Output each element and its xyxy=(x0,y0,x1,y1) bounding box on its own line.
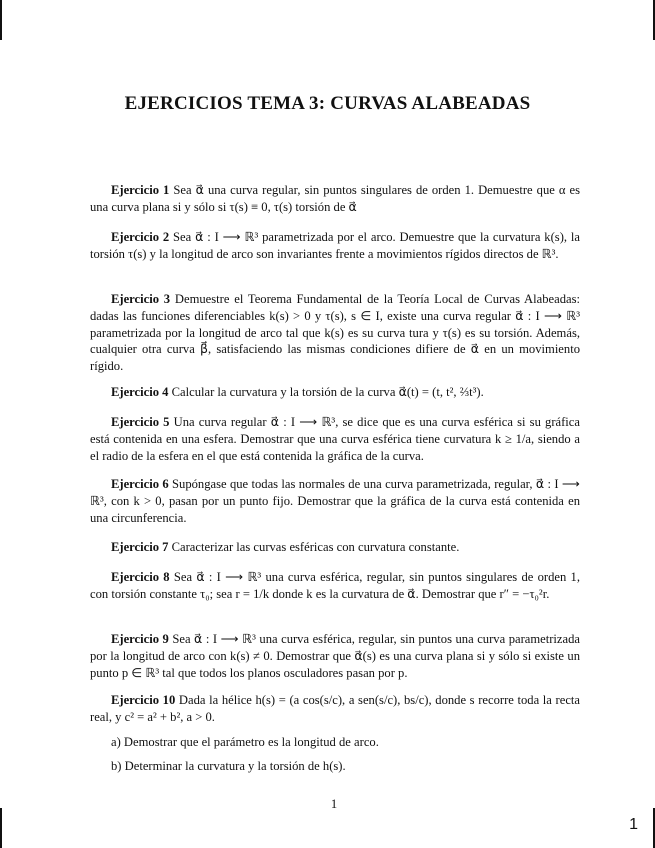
exercise-label: Ejercicio 6 xyxy=(111,477,169,491)
exercise-text: Sea α⃗ : I ⟶ ℝ³ parametrizada por el arco. Demuestre que la curvatura k(s), la torsión τ(s) y la longitud de arco son invariantes frente a movimientos rígidos directos de ℝ³. xyxy=(90,230,580,261)
viewer-page-number: 1 xyxy=(629,816,638,833)
exercise-3 xyxy=(90,291,580,375)
crop-mark-top-left-h xyxy=(0,0,2,2)
exercise-label: Ejercicio 9 xyxy=(111,632,169,646)
exercise-text: Sea α⃗ : I ⟶ ℝ³ una curva esférica, regular, sin puntos una curva parametrizada por la longitud de arco con k(s) ≠ 0. Demostrar que α⃗(s) es una curva plana si y sólo si existe un punto p ∈ ℝ³ tal que todos los planos osculadores pasan por p. xyxy=(90,632,581,680)
exercise-text: Calcular la curvatura y la torsión de la curva α⃗(t) = (t, t², ⅔t³). xyxy=(171,385,484,399)
exercise-10 xyxy=(90,692,580,726)
exercise-4 xyxy=(90,384,580,401)
exercise-text: Caracterizar las curvas esféricas con curvatura constante. xyxy=(171,540,460,554)
exercise-label: Ejercicio 2 xyxy=(111,230,170,244)
exercise-label: Ejercicio 1 xyxy=(111,183,170,197)
exercise-label: Ejercicio 4 xyxy=(111,385,169,399)
exercise-7 xyxy=(90,539,580,556)
exercise-1 xyxy=(90,182,580,216)
exercise-label: Ejercicio 3 xyxy=(111,292,171,306)
exercise-6 xyxy=(90,476,580,526)
exercise-text: Supóngase que todas las normales de una curva parametrizada, regular, α⃗ : I ⟶ ℝ³, con k > 0, pasan por un punto fijo. Demostrar que la gráfica de la curva está contenida en una circunferencia. xyxy=(90,477,580,525)
exercise-label: Ejercicio 10 xyxy=(111,693,176,707)
exercise-label: Ejercicio 5 xyxy=(111,415,170,429)
exercise-text: Sea α⃗ una curva regular, sin puntos singulares de orden 1. Demuestre que α es una curva plana si y sólo si τ(s) ≡ 0, τ(s) torsión de α⃗ xyxy=(90,183,581,214)
exercise-8 xyxy=(90,569,580,603)
page-number: 1 xyxy=(330,797,338,811)
exercise-label: Ejercicio 8 xyxy=(111,570,170,584)
subitem-a: a) Demostrar que el parámetro es la longitud de arco. xyxy=(111,735,379,749)
exercise-text: Demuestre el Teorema Fundamental de la Teoría Local de Curvas Alabeadas: dadas las funciones diferenciables k(s) > 0 y τ(s), s ∈ I, existe una curva regular α⃗ : I ⟶ ℝ³ parametrizada por la longitud de arco tal que k(s) es su curva tura y τ(s) es su torsión. Además, cualquier otra curva β⃗, satisfaciendo las mismas condiciones difiere de α⃗ en un movimiento rígido. xyxy=(90,292,581,374)
subitem-b: b) Determinar la curvatura y la torsión de h(s). xyxy=(111,759,346,773)
exercise-text: Dada la hélice h(s) = (a cos(s/c), a sen(s/c), bs/c), donde s recorre toda la recta real, y c² = a² + b², a > 0. xyxy=(90,693,580,724)
exercise-5 xyxy=(90,414,580,464)
exercise-text: Una curva regular α⃗ : I ⟶ ℝ³, se dice que es una curva esférica si su gráfica está contenida en una esfera. Demostrar que una curva esférica tiene curvatura k ≥ 1/a, siendo a el radio de la esfera en el que está contenida la gráfica de la curva. xyxy=(90,415,580,463)
exercise-text: Sea α⃗ : I ⟶ ℝ³ una curva esférica, regular, sin puntos singulares de orden 1, con torsión constante τ₀; sea r = 1/k donde k es la curvatura de α⃗. Demostrar que r″ = −τ₀²r. xyxy=(90,570,581,601)
document-title: EJERCICIOS TEMA 3: CURVAS ALABEADAS xyxy=(124,93,531,114)
exercise-9 xyxy=(90,631,580,681)
crop-mark-top-left xyxy=(0,0,2,40)
crop-mark-bottom-left xyxy=(0,808,2,848)
exercise-label: Ejercicio 7 xyxy=(111,540,169,554)
exercise-2 xyxy=(90,229,580,263)
